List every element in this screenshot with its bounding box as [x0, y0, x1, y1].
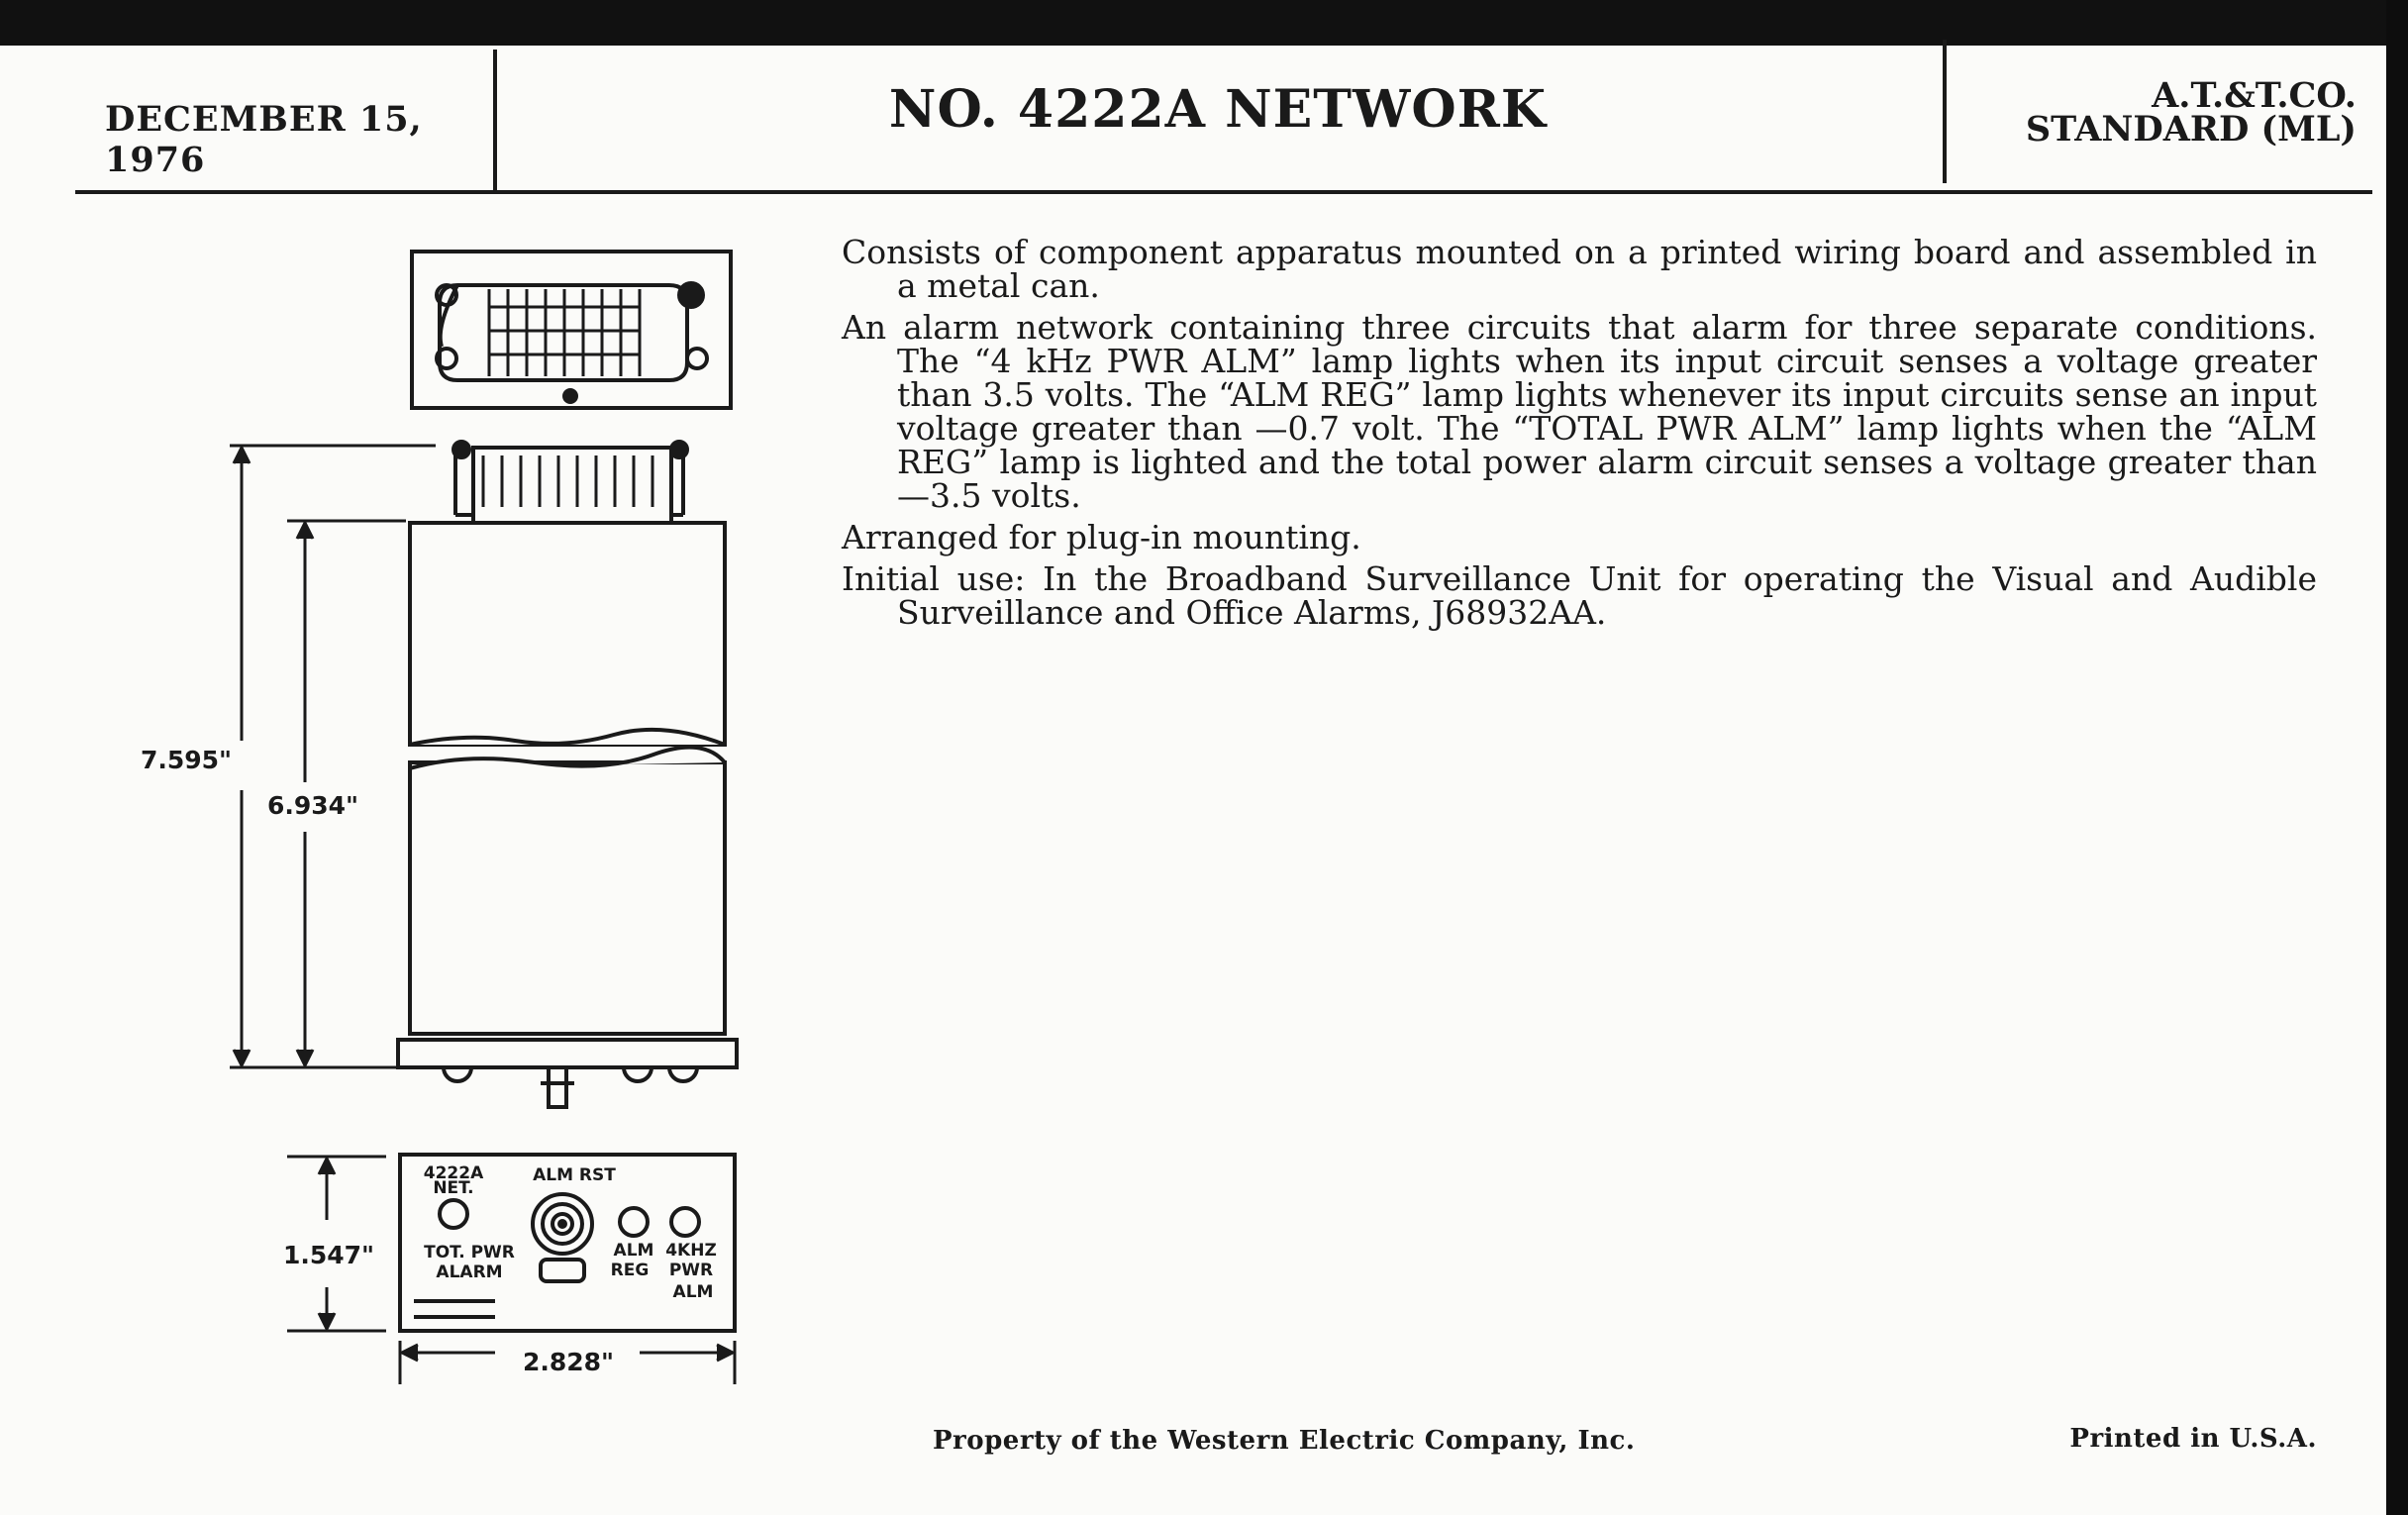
- footer-printed: Printed in U.S.A.: [2069, 1424, 2317, 1454]
- screw-hole: [687, 349, 707, 368]
- footer-property: Property of the Western Electric Company, Inc.: [933, 1426, 1636, 1456]
- alm-reg-lamp: [620, 1208, 648, 1236]
- network-drawing: [0, 0, 792, 1406]
- label-model: 4222A: [423, 1163, 484, 1183]
- label-reg: REG: [610, 1261, 650, 1280]
- standard-line-1: A.T.&T.CO.: [2152, 75, 2357, 116]
- label-alm-rst: ALM RST: [533, 1165, 616, 1185]
- description-paragraph: Initial use: In the Broadband Surveillance Unit for operating the Visual and Audible Surveillance and Office Alarms, J68932AA.: [842, 559, 2317, 632]
- description-paragraph: Consists of component apparatus mounted on a printed wiring board and assembled in a metal can.: [842, 233, 2317, 305]
- label-tot-pwr: TOT. PWR: [424, 1243, 515, 1262]
- header-standard: [1970, 75, 2357, 150]
- 4khz-lamp: [671, 1208, 699, 1236]
- standard-line-2: STANDARD (ML): [2025, 109, 2357, 150]
- description: [842, 233, 2317, 638]
- dim-face-height-label: 1.547": [282, 1241, 375, 1269]
- dim-can-label: 6.934": [266, 791, 359, 820]
- description-paragraph: Arranged for plug-in mounting.: [842, 518, 1361, 556]
- page-title: NO. 4222A NETWORK: [888, 79, 1548, 140]
- label-alm: ALM: [613, 1241, 654, 1261]
- label-alm-2: ALM: [672, 1282, 714, 1302]
- tot-pwr-lamp: [440, 1200, 467, 1228]
- label-4khz: 4KHZ: [665, 1241, 717, 1261]
- label-pwr: PWR: [668, 1261, 714, 1280]
- header-date: DECEMBER 15, 1976: [105, 99, 423, 180]
- key-pin: [564, 390, 576, 402]
- dim-face-width-label: 2.828": [522, 1348, 615, 1376]
- can-side-view: [398, 442, 737, 1107]
- dim-overall-label: 7.595": [140, 746, 233, 774]
- screw-hole: [679, 283, 703, 307]
- connector-top-view: [412, 252, 731, 408]
- header-divider-right: [1943, 40, 1947, 183]
- label-net: NET.: [433, 1178, 474, 1198]
- scan-edge: [2386, 0, 2408, 1515]
- description-paragraph: An alarm network containing three circuits that alarm for three separate conditions. The “4 kHz PWR ALM” lamp lights when its input circuit senses a voltage greater than 3.5 volts. The “ALM REG” lamp lights whenever its input circuits sense an input voltage greater than —0.7 volt. The “TOTAL PWR ALM” lamp lights when the “ALM REG” lamp is lighted and the total power alarm circuit senses a voltage greater than —3.5 volts.: [842, 308, 2317, 515]
- label-alarm: ALARM: [436, 1262, 503, 1282]
